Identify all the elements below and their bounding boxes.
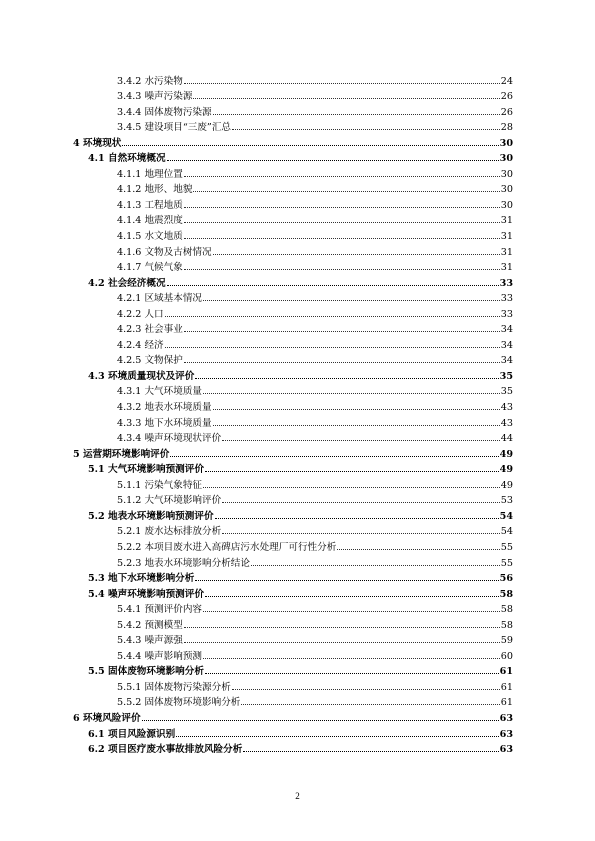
toc-entry-title: 6.2 项目医疗废水事故排放风险分析	[88, 744, 243, 756]
toc-entry[interactable]	[73, 491, 513, 507]
dot-leader	[243, 751, 498, 752]
toc-entry-title: 4 环境现状	[73, 137, 122, 149]
toc-entry-page: 35	[500, 386, 513, 398]
toc-entry-page: 30	[500, 199, 513, 211]
dot-leader	[205, 596, 499, 597]
dot-leader	[167, 160, 499, 161]
dot-leader	[215, 518, 499, 519]
toc-entry-title: 5.1 大气环境影响预测评价	[88, 464, 204, 476]
dot-leader	[222, 502, 500, 503]
toc-entry[interactable]	[73, 273, 513, 289]
toc-entry[interactable]	[73, 413, 513, 429]
dot-leader	[193, 98, 499, 99]
toc-entry-page: 63	[499, 744, 513, 756]
toc-entry[interactable]	[73, 631, 513, 647]
toc-entry-title: 5 运营期环境影响评价	[73, 448, 170, 460]
toc-entry[interactable]	[73, 87, 513, 103]
toc-entry-title: 5.3 地下水环境影响分析	[88, 573, 195, 585]
toc-entry[interactable]	[73, 242, 513, 258]
toc-entry-title: 3.4.2 水污染物	[117, 75, 183, 87]
toc-entry-page: 34	[500, 339, 513, 351]
toc-entry-title: 4.2 社会经济概况	[88, 277, 166, 289]
dot-leader	[205, 471, 499, 472]
toc-entry[interactable]	[73, 600, 513, 616]
dot-leader	[251, 565, 500, 566]
toc-entry[interactable]	[73, 475, 513, 491]
toc-entry[interactable]	[73, 708, 513, 724]
toc-entry-title: 6.1 项目风险源识别	[88, 728, 176, 740]
toc-entry[interactable]	[73, 460, 513, 476]
toc-entry-title: 4.3.4 噪声环境现状评价	[117, 433, 222, 445]
toc-entry-page: 43	[500, 402, 513, 414]
dot-leader	[213, 409, 500, 410]
toc-entry[interactable]	[73, 522, 513, 538]
toc-entry-title: 5.4 噪声环境影响预测评价	[88, 588, 204, 600]
toc-entry-page: 44	[500, 433, 513, 445]
toc-entry-title: 4.3 环境质量现状及评价	[88, 370, 195, 382]
dot-leader	[193, 191, 499, 192]
toc-entry-title: 5.2.1 废水达标排放分析	[117, 526, 222, 538]
toc-entry[interactable]	[73, 693, 513, 709]
toc-entry-title: 4.2.1 区域基本情况	[117, 293, 203, 305]
dot-leader	[222, 533, 500, 534]
toc-entry-title: 5.4.2 预测模型	[117, 619, 183, 631]
dot-leader	[184, 176, 500, 177]
toc-entry-title: 6 环境风险评价	[73, 712, 141, 724]
toc-entry-page: 54	[500, 526, 513, 538]
toc-entry-page: 26	[500, 91, 513, 103]
toc-entry[interactable]	[73, 149, 513, 165]
toc-entry-page: 61	[500, 681, 513, 693]
toc-entry-title: 4.2.5 文物保护	[117, 355, 183, 367]
dot-leader	[195, 580, 498, 581]
toc-entry[interactable]	[73, 258, 513, 274]
toc-entry-page: 63	[499, 728, 513, 740]
toc-entry-title: 5.2.3 地表水环境影响分析结论	[117, 557, 250, 569]
toc-entry-title: 4.2.3 社会事业	[117, 324, 183, 336]
toc-entry[interactable]	[73, 724, 513, 740]
toc-entry-page: 55	[500, 541, 513, 553]
toc-entry-page: 31	[500, 231, 513, 243]
toc-entry-page: 28	[500, 122, 513, 134]
toc-entry-page: 34	[500, 324, 513, 336]
dot-leader	[167, 285, 499, 286]
toc-entry[interactable]	[73, 382, 513, 398]
toc-entry-title: 5.5.2 固体废物环境影响分析	[117, 697, 241, 709]
dot-leader	[222, 440, 500, 441]
dot-leader	[203, 300, 500, 301]
toc-entry[interactable]	[73, 226, 513, 242]
toc-entry-title: 5.4.4 噪声影响预测	[117, 650, 203, 662]
toc-entry-page: 49	[499, 448, 513, 460]
toc-entry-page: 31	[500, 215, 513, 227]
toc-entry[interactable]	[73, 102, 513, 118]
toc-entry-title: 5.2 地表水环境影响预测评价	[88, 510, 214, 522]
dot-leader	[203, 658, 500, 659]
dot-leader	[184, 331, 500, 332]
toc-entry-page: 55	[500, 557, 513, 569]
toc-entry-title: 3.4.3 噪声污染源	[117, 91, 193, 103]
toc-entry[interactable]	[73, 677, 513, 693]
toc-entry-title: 4.3.3 地下水环境质量	[117, 417, 212, 429]
dot-leader	[213, 425, 500, 426]
toc-entry[interactable]	[73, 646, 513, 662]
toc-entry-page: 31	[500, 246, 513, 258]
toc-entry-page: 30	[500, 168, 513, 180]
dot-leader	[213, 114, 500, 115]
toc-entry-page: 61	[499, 666, 513, 678]
toc-entry-title: 4.2.2 人口	[117, 308, 164, 320]
dot-leader	[184, 207, 500, 208]
toc-entry-title: 5.1.1 污染气象特征	[117, 479, 203, 491]
dot-leader	[205, 673, 499, 674]
toc-entry[interactable]	[73, 366, 513, 382]
toc-entry-title: 4.1.1 地理位置	[117, 168, 183, 180]
toc-entry-title: 4.3.1 大气环境质量	[117, 386, 203, 398]
toc-entry-page: 34	[500, 355, 513, 367]
toc-entry-page: 49	[500, 479, 513, 491]
dot-leader	[213, 254, 500, 255]
dot-leader	[232, 689, 500, 690]
toc-entry-page: 33	[500, 293, 513, 305]
toc-entry-page: 24	[500, 75, 513, 87]
toc-entry-page: 61	[500, 697, 513, 709]
dot-leader	[184, 269, 500, 270]
toc-entry[interactable]	[73, 320, 513, 336]
toc-entry-page: 53	[500, 495, 513, 507]
toc-entry[interactable]	[73, 289, 513, 305]
page-number: 2	[295, 791, 300, 801]
dot-leader	[337, 549, 499, 550]
dot-leader	[165, 347, 500, 348]
toc-entry-page: 59	[500, 635, 513, 647]
toc-entry[interactable]	[73, 397, 513, 413]
toc-entry-title: 5.1.2 大气环境影响评价	[117, 495, 222, 507]
dot-leader	[195, 378, 498, 379]
toc-entry-title: 3.4.5 建设项目“三废”汇总	[117, 122, 232, 134]
toc-entry[interactable]	[73, 662, 513, 678]
toc-entry-page: 58	[499, 588, 513, 600]
toc-entry-title: 5.4.3 噪声源强	[117, 635, 183, 647]
dot-leader	[165, 316, 500, 317]
toc-entry[interactable]	[73, 506, 513, 522]
toc-entry-page: 63	[499, 712, 513, 724]
toc-entry[interactable]	[73, 180, 513, 196]
toc-entry[interactable]	[73, 195, 513, 211]
dot-leader	[170, 456, 498, 457]
dot-leader	[184, 627, 500, 628]
toc-entry-page: 49	[499, 464, 513, 476]
toc-entry-title: 5.2.2 本项目废水进入高碑店污水处理厂可行性分析	[117, 541, 337, 553]
toc-entry[interactable]	[73, 335, 513, 351]
toc-entry[interactable]	[73, 351, 513, 367]
toc-entry-title: 4.1.7 气候气象	[117, 262, 183, 274]
toc-entry[interactable]	[73, 133, 513, 149]
toc-entry[interactable]	[73, 537, 513, 553]
toc-entry-page: 60	[500, 650, 513, 662]
toc-entry-title: 4.1.6 文物及古树情况	[117, 246, 212, 258]
toc-entry-page: 54	[499, 510, 513, 522]
toc-entry[interactable]	[73, 304, 513, 320]
toc-entry-title: 4.3.2 地表水环境质量	[117, 402, 212, 414]
dot-leader	[241, 704, 499, 705]
toc-entry-page: 30	[499, 137, 513, 149]
toc-entry[interactable]	[73, 71, 513, 87]
table-of-contents	[73, 71, 513, 755]
toc-entry-page: 43	[500, 417, 513, 429]
toc-entry[interactable]	[73, 615, 513, 631]
dot-leader	[142, 720, 499, 721]
dot-leader	[184, 238, 500, 239]
toc-entry-page: 58	[500, 604, 513, 616]
toc-entry[interactable]	[73, 569, 513, 585]
toc-entry-page: 35	[499, 370, 513, 382]
toc-entry-title: 4.1.5 水文地质	[117, 231, 183, 243]
dot-leader	[184, 642, 500, 643]
dot-leader	[203, 487, 500, 488]
toc-entry[interactable]	[73, 444, 513, 460]
toc-entry-page: 33	[500, 308, 513, 320]
toc-entry[interactable]	[73, 740, 513, 756]
toc-entry[interactable]	[73, 211, 513, 227]
toc-entry[interactable]	[73, 584, 513, 600]
toc-entry-title: 4.1.2 地形、地貌	[117, 184, 193, 196]
toc-entry-title: 5.4.1 预测评价内容	[117, 604, 203, 616]
dot-leader	[232, 129, 500, 130]
toc-entry-page: 33	[499, 277, 513, 289]
toc-entry[interactable]	[73, 553, 513, 569]
toc-entry[interactable]	[73, 164, 513, 180]
toc-entry[interactable]	[73, 429, 513, 445]
toc-entry-page: 30	[499, 153, 513, 165]
toc-entry-title: 5.5 固体废物环境影响分析	[88, 666, 204, 678]
dot-leader	[184, 222, 500, 223]
toc-entry-title: 4.2.4 经济	[117, 339, 164, 351]
toc-entry[interactable]	[73, 118, 513, 134]
dot-leader	[176, 736, 498, 737]
dot-leader	[184, 362, 500, 363]
dot-leader	[122, 145, 498, 146]
dot-leader	[203, 393, 500, 394]
toc-entry-title: 4.1.3 工程地质	[117, 199, 183, 211]
toc-entry-title: 4.1.4 地震烈度	[117, 215, 183, 227]
toc-entry-page: 56	[499, 573, 513, 585]
dot-leader	[203, 611, 500, 612]
toc-entry-title: 4.1 自然环境概况	[88, 153, 166, 165]
toc-entry-page: 26	[500, 106, 513, 118]
toc-entry-title: 3.4.4 固体废物污染源	[117, 106, 212, 118]
toc-entry-page: 30	[500, 184, 513, 196]
toc-entry-page: 58	[500, 619, 513, 631]
dot-leader	[184, 83, 500, 84]
toc-entry-title: 5.5.1 固体废物污染源分析	[117, 681, 231, 693]
toc-entry-page: 31	[500, 262, 513, 274]
